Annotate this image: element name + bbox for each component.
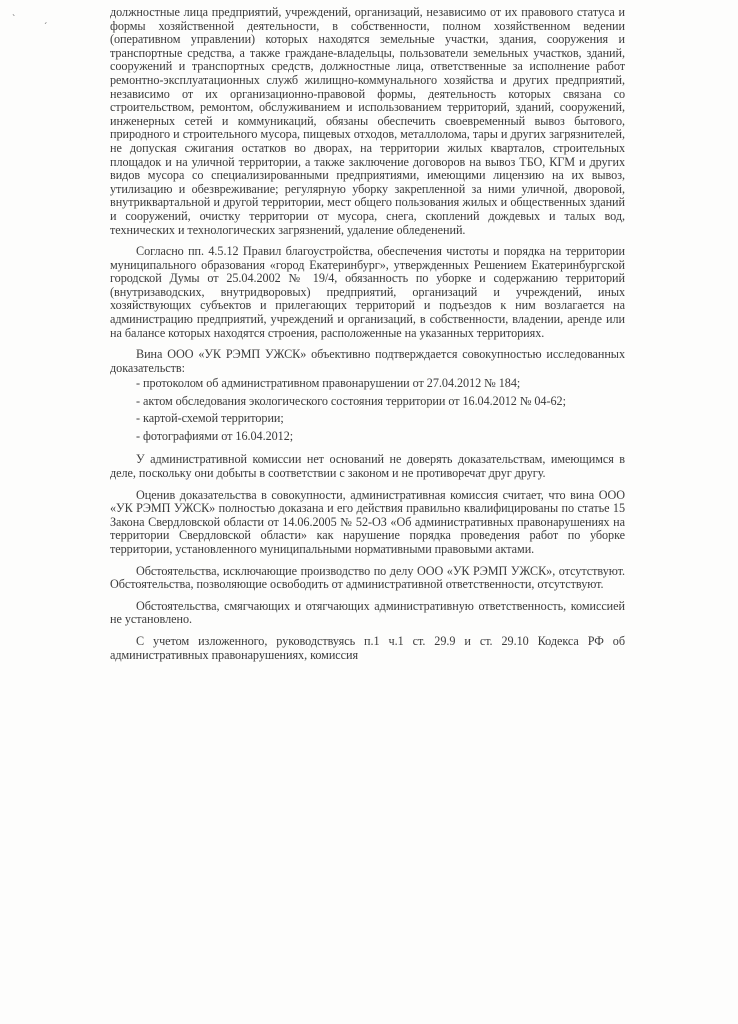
evidence-item: - картой-схемой территории; xyxy=(136,411,284,426)
evidence-item: - актом обследования экологического состояния территории от 16.04.2012 № 04-62; xyxy=(136,393,566,408)
paragraph-guilt-evidence: Вина ООО «УК РЭМП УЖСК» объективно подтверждается совокупностью исследованных доказательств: xyxy=(110,347,625,375)
paragraph-mitigating-circumstances: Обстоятельства, смягчающих и отягчающих административную ответственность, комиссией не установлено. xyxy=(110,598,625,627)
paragraph-obligations: должностные лица предприятий, учреждений, организаций, независимо от их правового статуса и формы хозяйственной деятельности, в собственности, полном хозяйственном ведении (оперативном управлении) которых находятся земельные участки, здания, сооружения и транспортные средства, а также граждане-владельцы, пользователи земельных участков, зданий, сооружений и транспортных средств, должностные лица, ответственные за исполнение работ ремонтно-эксплуатационных служб жилищно-коммунального хозяйства и других предприятий, независимо от их организационно-правовой формы, деятельность которых связана со строительством, ремонтом, обслуживанием и использованием территорий, зданий, сооружений, инженерных сетей и коммуникаций, обязаны обеспечить своевременный вывоз бытового, природного и строительного мусора, пищевых отходов, металлолома, тары и других загрязнителей, не допуская сжигания остатков во дворах, на территории жилых кварталов, строительных площадок и на уличной территории, а также заключение договоров на вывоз ТБО, КГМ и других видов мусора со специализированными предприятиями, имеющими лицензию на их вывоз, утилизацию и обезвреживание; регулярную уборку закрепленной за ними уличной, дворовой, внутриквартальной и другой территории, мест общего пользования жилых и общественных зданий и сооружений, очистку территории от мусора, снега, скоплений дождевых и талых вод, технических и технологических загрязнений, удаление обледенений. xyxy=(110,5,625,237)
paragraph-assessment: Оценив доказательства в совокупности, административная комиссия считает, что вина ООО «УК РЭМП УЖСК» полностью доказана и его действия правильно квалифицированы по статье 15 Закона Свердловской области от 14.06.2005 № 52-ОЗ «Об административных правонарушениях на территории Свердловской области» как нарушение порядка проведения работ по уборке территории, установленного муниципальными нормативными правовыми актами. xyxy=(110,487,625,556)
paragraph-trust-evidence: У административной комиссии нет оснований не доверять доказательствам, имеющимся в деле, поскольку они добыты в соответствии с законом и не противоречат друг другу. xyxy=(110,452,625,481)
margin-mark-left: ` xyxy=(12,14,16,25)
margin-mark-right: ´ xyxy=(44,22,48,33)
paragraph-conclusion: С учетом изложенного, руководствуясь п.1 ч.1 ст. 29.9 и ст. 29.10 Кодекса РФ об административных правонарушениях, комиссия xyxy=(110,633,625,662)
paragraph-excluding-circumstances: Обстоятельства, исключающие производство по делу ООО «УК РЭМП УЖСК», отсутствуют. Обстоятельства, позволяющие освободить от административной ответственности, отсутствуют. xyxy=(110,563,625,592)
evidence-item: - протоколом об административном правонарушении от 27.04.2012 № 184; xyxy=(136,376,521,391)
evidence-list xyxy=(110,375,625,445)
paragraph-rules-reference: Согласно пп. 4.5.12 Правил благоустройства, обеспечения чистоты и порядка на территории муниципального образования «город Екатеринбург», утвержденных Решением Екатеринбургской городской Думы от 25.04.2002 № 19/4, обязанность по уборке и содержанию территорий (внутризаводских, внутридворовых) предприятий, организаций и учреждений, иных хозяйствующих субъектов и прилегающих территорий и подъездов к ним возлагается на администрацию предприятий, учреждений и организаций, в собственности, владении, аренде или на балансе которых находятся строения, расположенные на указанных территориях. xyxy=(110,244,625,340)
document-body xyxy=(110,6,625,662)
evidence-item: - фотографиями от 16.04.2012; xyxy=(136,428,294,443)
